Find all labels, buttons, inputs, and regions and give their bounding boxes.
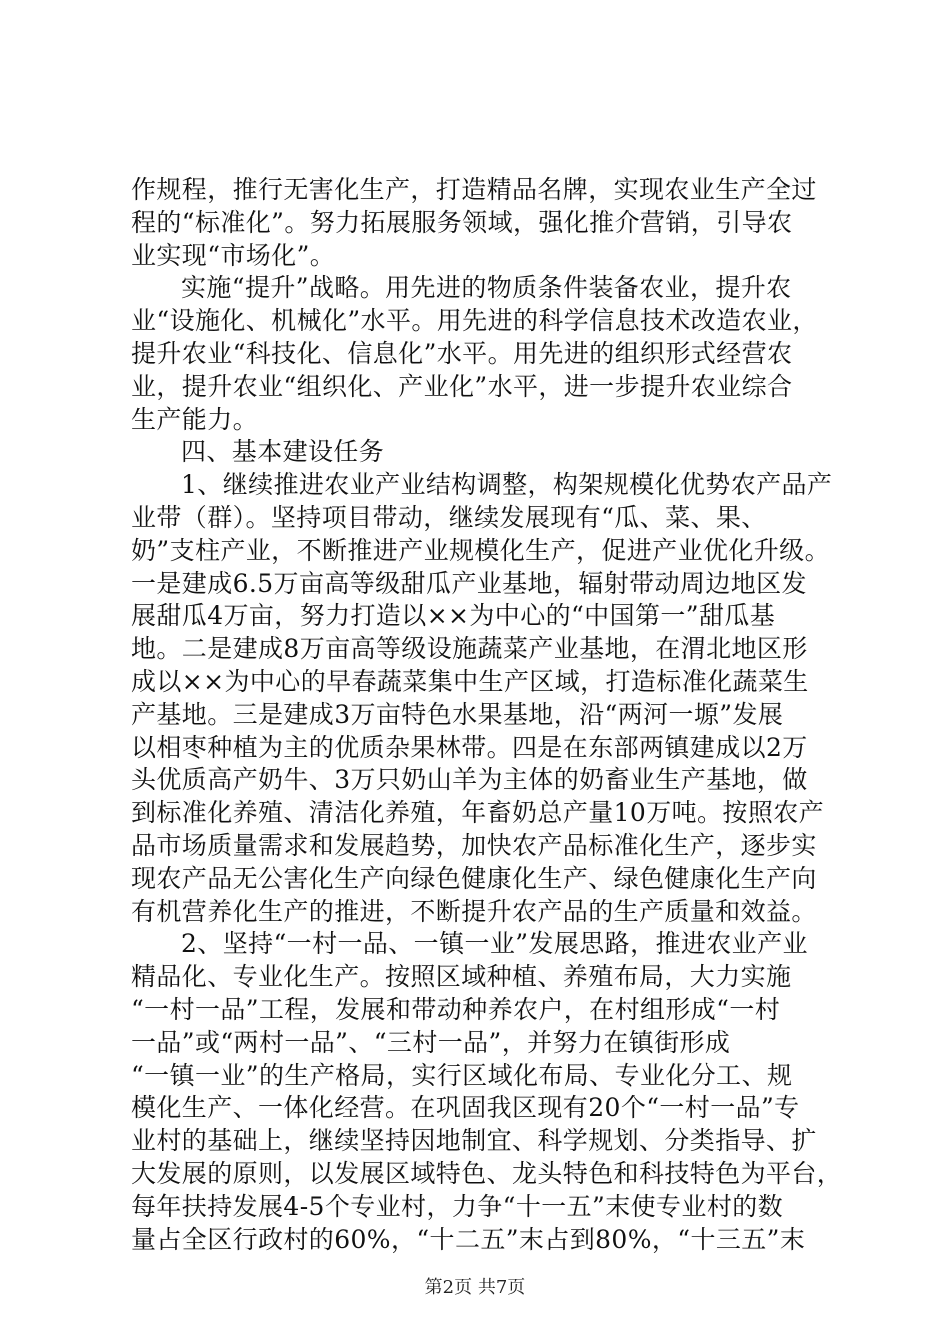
- text-line: 成以××为中心的早春蔬菜集中生产区域，打造标准化蔬菜生: [131, 666, 809, 696]
- text-line: 业带（群）。坚持项目带动，继续发展现有“瓜、菜、果、: [131, 502, 767, 532]
- text-line: 实施“提升”战略。用先进的物质条件装备农业，提升农: [181, 273, 792, 303]
- text-line: 量占全区行政村的60%，“十二五”末占到80%，“十三五”末: [131, 1224, 806, 1254]
- text-line: 一是建成6.5万亩高等级甜瓜产业基地，辐射带动周边地区发: [131, 568, 807, 598]
- text-line: 作规程，推行无害化生产，打造精品名牌，实现农业生产全过: [131, 175, 817, 204]
- text-line: “一村一品”工程，发展和带动种养农户，在村组形成“一村: [131, 994, 781, 1024]
- text-line: 程的“标准化”。努力拓展服务领域，强化推介营销，引导农: [131, 207, 793, 237]
- text-line: 四、基本建设任务: [181, 437, 385, 467]
- text-line: 一品”或“两村一品”、“三村一品”，并努力在镇街形成: [131, 1027, 731, 1057]
- text-line: 提升农业“科技化、信息化”水平。用先进的组织形式经营农: [131, 338, 793, 368]
- text-line: 业，提升农业“组织化、产业化”水平，进一步提升农业综合: [131, 371, 793, 401]
- text-line: 奶”支柱产业，不断推进产业规模化生产，促进产业优化升级。: [131, 535, 830, 565]
- text-line: 现农产品无公害化生产向绿色健康化生产、绿色健康化生产向: [131, 863, 817, 893]
- text-line: 模化生产、一体化经营。在巩固我区现有20个“一村一品”专: [131, 1093, 800, 1123]
- text-line: “一镇一业”的生产格局，实行区域化布局、专业化分工、规: [131, 1060, 793, 1090]
- text-line: 大发展的原则，以发展区域特色、龙头特色和科技特色为平台，: [131, 1158, 843, 1188]
- body-text: [131, 174, 843, 1256]
- text-line: 展甜瓜4万亩，努力打造以××为中心的“中国第一”甜瓜基: [131, 601, 776, 631]
- text-line: 以相枣种植为主的优质杂果林带。四是在东部两镇建成以2万: [131, 732, 808, 762]
- text-line: 有机营养化生产的推进，不断提升农产品的生产质量和效益。: [131, 896, 817, 926]
- text-line: 每年扶持发展4-5个专业村，力争“十一五”末使专业村的数: [131, 1191, 784, 1221]
- text-line: 头优质高产奶牛、3万只奶山羊为主体的奶畜业生产基地，做: [131, 765, 808, 795]
- text-line: 业实现“市场化”。: [131, 240, 336, 270]
- text-line: 精品化、专业化生产。按照区域种植、养殖布局，大力实施: [131, 962, 792, 992]
- page-footer: 第2页 共7页: [424, 1277, 526, 1298]
- text-line: 地。二是建成8万亩高等级设施蔬菜产业基地，在渭北地区形: [131, 634, 808, 664]
- text-line: 品市场质量需求和发展趋势，加快农产品标准化生产，逐步实: [131, 830, 817, 860]
- text-line: 2、坚持“一村一品、一镇一业”发展思路，推进农业产业: [181, 929, 808, 959]
- text-line: 1、继续推进农业产业结构调整，构架规模化优势农产品产: [181, 470, 833, 500]
- text-line: 产基地。三是建成3万亩特色水果基地，沿“两河一塬”发展: [131, 699, 784, 729]
- text-line: 业“设施化、机械化”水平。用先进的科学信息技术改造农业，: [131, 306, 818, 336]
- text-line: 业村的基础上，继续坚持因地制宜、科学规划、分类指导、扩: [131, 1126, 817, 1156]
- text-line: 生产能力。: [131, 404, 259, 434]
- text-line: 到标准化养殖、清洁化养殖，年畜奶总产量10万吨。按照农产: [131, 798, 825, 828]
